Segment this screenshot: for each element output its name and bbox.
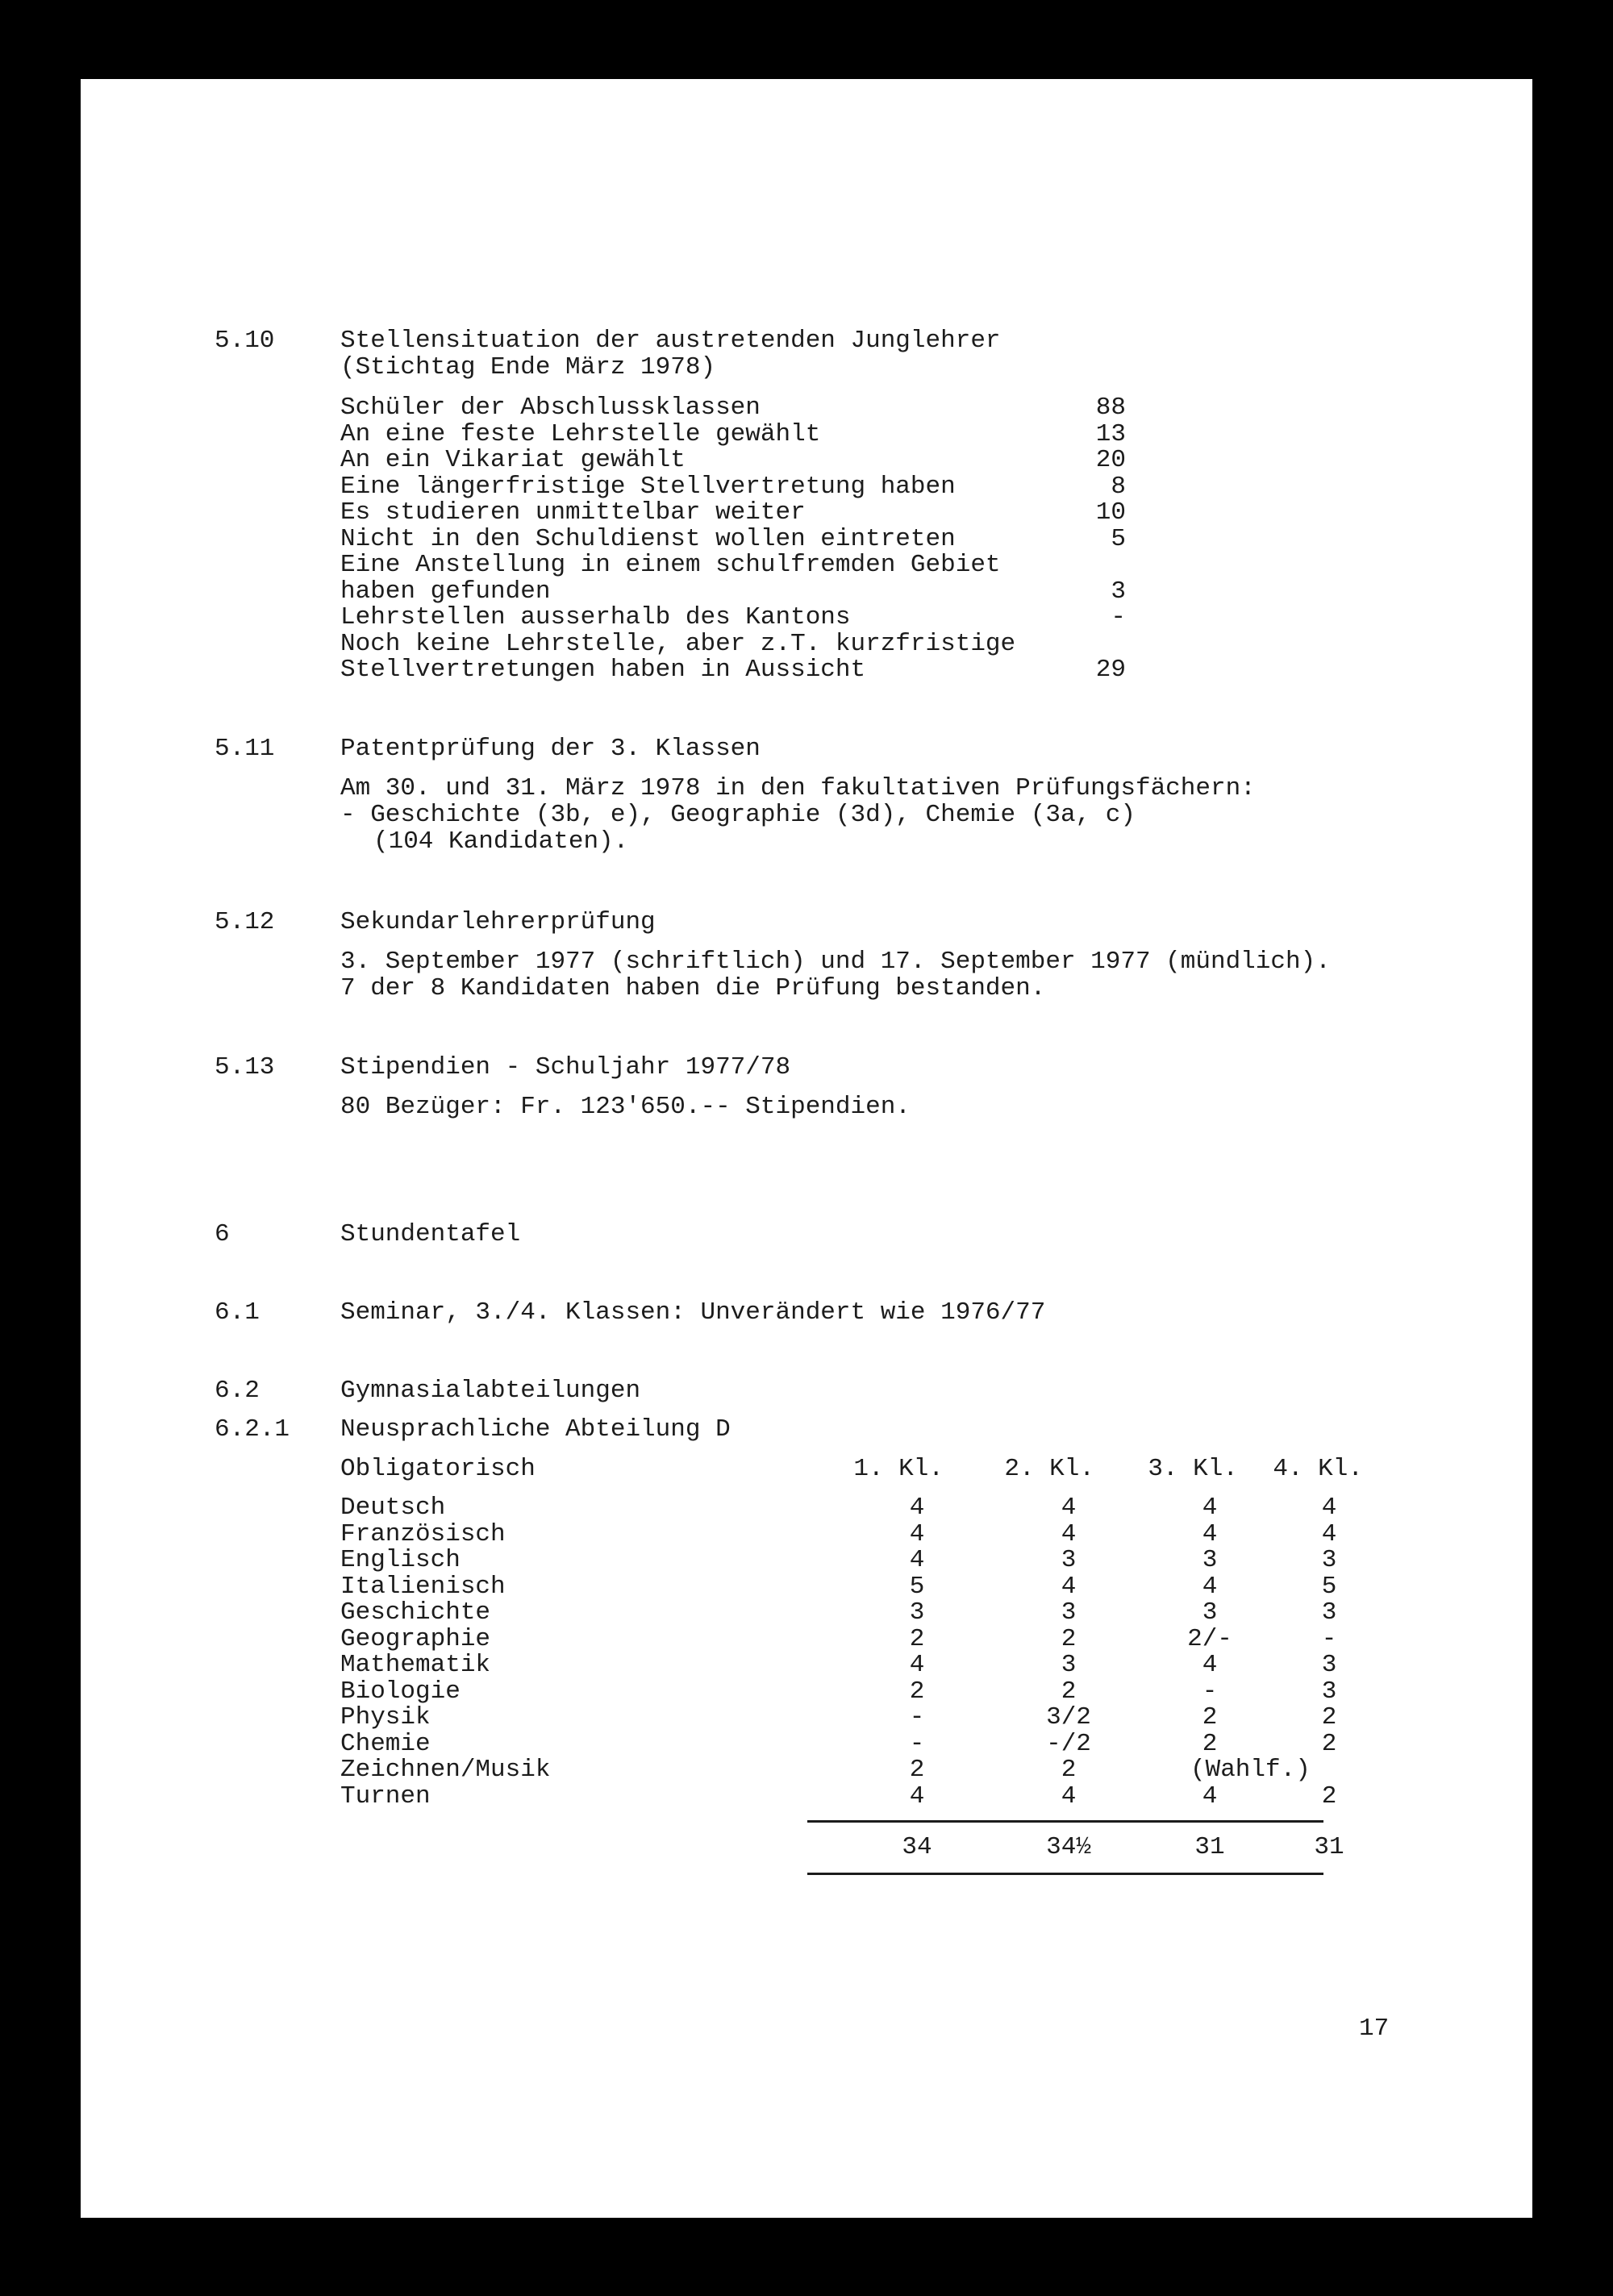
table-cell: 3: [1202, 1546, 1218, 1574]
table-cell: 3: [1321, 1598, 1337, 1627]
list-item-label: Stellvertretungen haben in Aussicht: [340, 656, 866, 684]
table-row-label: Biologie: [340, 1677, 461, 1706]
list-item-value: 3: [1111, 577, 1126, 606]
section-number: 6.1: [215, 1298, 260, 1327]
document-page: [81, 79, 1532, 2218]
section-title: Stipendien - Schuljahr 1977/78: [340, 1053, 791, 1081]
table-row-label: Mathematik: [340, 1651, 491, 1679]
table-cell: 2: [1061, 1677, 1077, 1706]
table-cell: 2: [1321, 1729, 1337, 1758]
table-cell: 3: [1321, 1651, 1337, 1679]
page-number: 17: [1359, 2015, 1390, 2043]
table-cell: 2/-: [1187, 1624, 1232, 1653]
table-cell: 4: [1202, 1572, 1218, 1601]
table-cell: 2: [909, 1624, 925, 1653]
section-title: Seminar, 3./4. Klassen: Unverändert wie 1976/77: [340, 1298, 1046, 1327]
table-cell: 4: [909, 1494, 925, 1522]
section-title: Neusprachliche Abteilung D: [340, 1415, 731, 1444]
list-item-label: An ein Vikariat gewählt: [340, 446, 686, 474]
table-cell: 4: [909, 1519, 925, 1548]
table-cell: 3/2: [1046, 1703, 1091, 1731]
table-cell: 4: [909, 1781, 925, 1811]
section-number: 5.10: [215, 327, 275, 355]
list-item-value: 88: [1095, 394, 1126, 422]
table-total-cell: 34½: [1046, 1833, 1091, 1861]
table-cell: 4: [909, 1651, 925, 1679]
table-column-header: 2. Kl.: [1004, 1455, 1094, 1483]
list-item-label: Lehrstellen ausserhalb des Kantons: [340, 603, 851, 631]
table-cell: 4: [1061, 1572, 1077, 1601]
table-total-cell: 31: [1194, 1833, 1225, 1861]
paragraph-line: (104 Kandidaten).: [373, 827, 629, 856]
table-row-label: Französisch: [340, 1519, 506, 1548]
table-row-label: Englisch: [340, 1546, 461, 1574]
table-row-label: Turnen: [340, 1781, 431, 1811]
table-divider-top: [807, 1820, 1323, 1823]
table-total-cell: 31: [1314, 1833, 1344, 1861]
table-cell: 2: [909, 1756, 925, 1784]
paragraph-line: - Geschichte (3b, e), Geographie (3d), Chemie (3a, c): [340, 801, 1136, 829]
table-total-cell: 34: [902, 1833, 932, 1861]
table-cell: 2: [1061, 1624, 1077, 1653]
table-row-label: Italienisch: [340, 1572, 506, 1601]
table-cell: 5: [909, 1572, 925, 1601]
table-row-label: Zeichnen/Musik: [340, 1756, 551, 1784]
section-title: Patentprüfung der 3. Klassen: [340, 735, 761, 763]
table-cell: 3: [1321, 1546, 1337, 1574]
table-cell: 4: [1321, 1494, 1337, 1522]
table-cell: 2: [1321, 1703, 1337, 1731]
section-number: 5.11: [215, 735, 275, 763]
table-cell: -: [909, 1729, 925, 1758]
table-cell: 3: [909, 1598, 925, 1627]
table-cell: 4: [1061, 1494, 1077, 1522]
table-cell: -: [1202, 1677, 1218, 1706]
section-number: 5.13: [215, 1053, 275, 1081]
section-title: Sekundarlehrerprüfung: [340, 908, 656, 936]
table-cell: 3: [1061, 1651, 1077, 1679]
table-cell: (Wahlf.): [1190, 1756, 1311, 1784]
list-item-label: Eine Anstellung in einem schulfremden Gebiet: [340, 551, 1001, 579]
table-cell: 3: [1061, 1598, 1077, 1627]
table-cell: 3: [1061, 1546, 1077, 1574]
paragraph-line: Am 30. und 31. März 1978 in den fakultativen Prüfungsfächern:: [340, 774, 1256, 802]
table-column-header: 4. Kl.: [1273, 1455, 1363, 1483]
table-cell: 2: [1321, 1781, 1337, 1811]
table-cell: 4: [1202, 1494, 1218, 1522]
table-cell: 2: [1202, 1703, 1218, 1731]
table-cell: -: [1321, 1624, 1337, 1653]
table-cell: 5: [1321, 1572, 1337, 1601]
list-item-label: Schüler der Abschlussklassen: [340, 394, 761, 422]
table-cell: 2: [1202, 1729, 1218, 1758]
table-header-label: Obligatorisch: [340, 1455, 536, 1483]
list-item-value: 8: [1111, 472, 1126, 501]
table-cell: 3: [1321, 1677, 1337, 1706]
table-row-label: Geographie: [340, 1624, 491, 1653]
table-divider-bottom: [807, 1873, 1323, 1875]
list-item-label: An eine feste Lehrstelle gewählt: [340, 419, 821, 448]
paragraph-line: 7 der 8 Kandidaten haben die Prüfung bestanden.: [340, 974, 1046, 1002]
section-title: Stellensituation der austretenden Junglehrer: [340, 327, 1001, 355]
list-item-value: 20: [1095, 446, 1126, 474]
list-item-value: 10: [1095, 498, 1126, 527]
table-column-header: 1. Kl.: [853, 1455, 944, 1483]
list-item-value: 5: [1111, 524, 1126, 553]
list-item-label: haben gefunden: [340, 577, 551, 606]
table-cell: 4: [1321, 1519, 1337, 1548]
table-cell: 4: [1061, 1781, 1077, 1811]
section-number: 5.12: [215, 908, 275, 936]
list-item-label: Eine längerfristige Stellvertretung haben: [340, 472, 956, 501]
table-cell: 3: [1202, 1598, 1218, 1627]
table-cell: 4: [1202, 1781, 1218, 1811]
list-item-value: 13: [1095, 419, 1126, 448]
section-number: 6.2.1: [215, 1415, 290, 1444]
table-cell: 4: [1061, 1519, 1077, 1548]
section-title: Stundentafel: [340, 1220, 521, 1248]
section-title: Gymnasialabteilungen: [340, 1377, 641, 1405]
table-row-label: Geschichte: [340, 1598, 491, 1627]
list-item-value: -: [1111, 603, 1126, 631]
table-row-label: Chemie: [340, 1729, 431, 1758]
paragraph-line: 3. September 1977 (schriftlich) und 17. September 1977 (mündlich).: [340, 948, 1331, 976]
table-cell: 4: [1202, 1651, 1218, 1679]
paragraph-line: 80 Bezüger: Fr. 123'650.-- Stipendien.: [340, 1093, 911, 1121]
table-cell: -/2: [1046, 1729, 1091, 1758]
table-cell: -: [909, 1703, 925, 1731]
table-cell: 4: [1202, 1519, 1218, 1548]
list-item-value: 29: [1095, 656, 1126, 684]
list-item-label: Noch keine Lehrstelle, aber z.T. kurzfristige: [340, 629, 1016, 658]
list-item-label: Es studieren unmittelbar weiter: [340, 498, 806, 527]
section-subtitle: (Stichtag Ende März 1978): [340, 353, 716, 381]
table-row-label: Physik: [340, 1703, 431, 1731]
table-column-header: 3. Kl.: [1148, 1455, 1238, 1483]
table-row-label: Deutsch: [340, 1494, 446, 1522]
list-item-label: Nicht in den Schuldienst wollen eintreten: [340, 524, 956, 553]
section-number: 6: [215, 1220, 230, 1248]
table-cell: 2: [1061, 1756, 1077, 1784]
section-number: 6.2: [215, 1377, 260, 1405]
table-cell: 2: [909, 1677, 925, 1706]
table-cell: 4: [909, 1546, 925, 1574]
